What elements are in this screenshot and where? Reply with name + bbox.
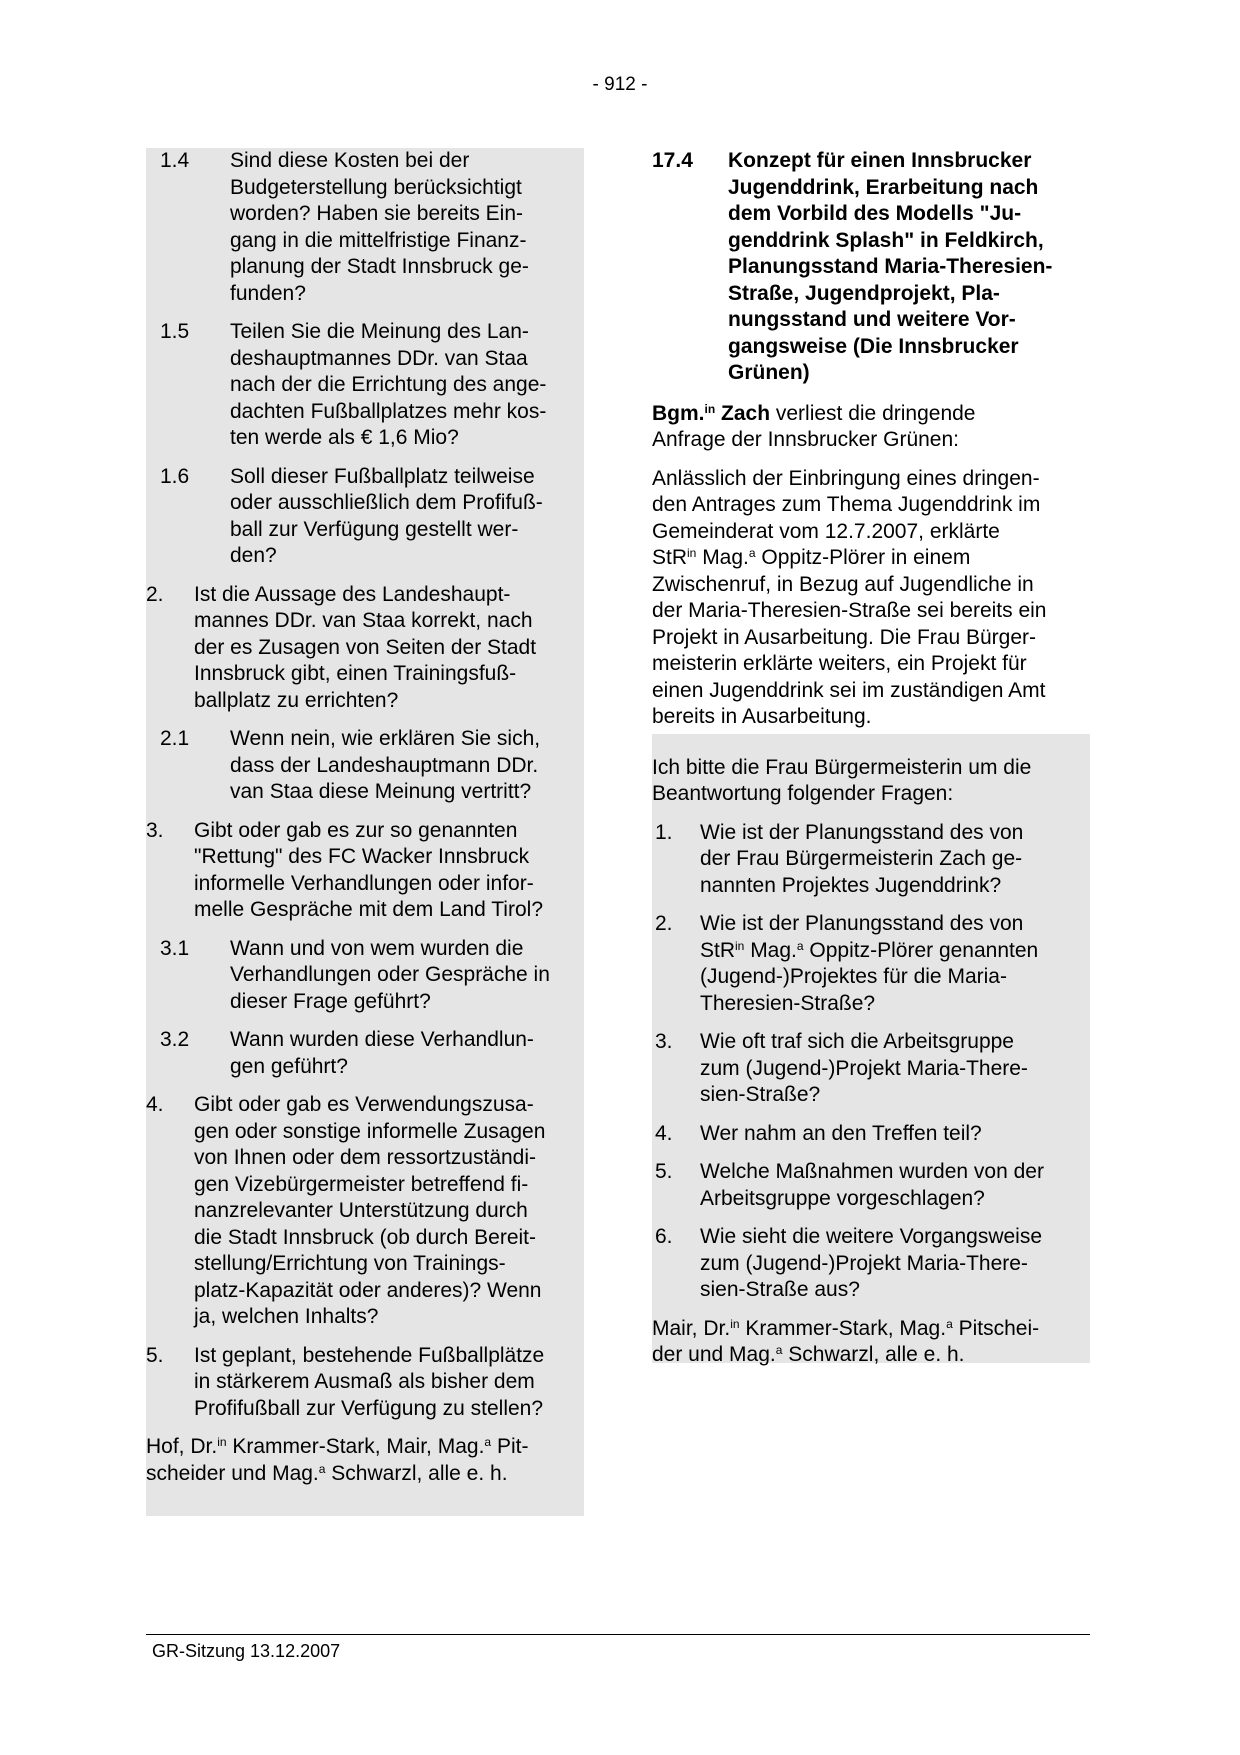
text-line: Wie ist der Planungsstand des von [700, 820, 1024, 844]
item-number: 3. [146, 818, 164, 842]
text-line: genddrink Splash" in Feldkirch, [728, 228, 1044, 252]
item-text [700, 1224, 1090, 1304]
text-line: Konzept für einen Innsbrucker [728, 149, 1032, 172]
text-line: Wer nahm an den Treffen teil? [700, 1121, 982, 1145]
item-text [194, 582, 584, 715]
item-text [194, 1092, 584, 1331]
text-line: Wann wurden diese Verhandlun- [230, 1028, 534, 1051]
question-3 [146, 818, 584, 924]
text-line: ball zur Verfügung gestellt wer- [230, 517, 519, 541]
item-number: 1.5 [160, 320, 190, 343]
text-line: dem Vorbild des Modells "Ju- [728, 202, 1022, 225]
body-paragraph: Anlässlich der Einbringung eines dringen- den Antrages zum Thema Jugenddrink im Gemeinderat vom 12.7.2007, erklärte StR$^{in}$ Mag.$^a$ Oppitz-Plörer in einem Zwischenruf, in Bezug auf Jugendliche in der Maria-Theresien-Straße sei bereits ein Projekt in Ausarbeitung. Die Frau Bürger- meisterin erklärte weiters, ein Projekt für einen Jugenddrink sei im zuständigen Amt bereits in Ausarbeitung. [652, 466, 1047, 728]
text-line: ja, welchen Inhalts? [194, 1305, 379, 1328]
text-line: gen geführt? [230, 1054, 348, 1078]
request-1 [652, 820, 1090, 900]
text-line: Welche Maßnahmen wurden von der [700, 1160, 1044, 1183]
question-1-5 [146, 319, 584, 452]
text-line: platz-Kapazität oder anderes)? Wenn [194, 1278, 542, 1302]
text-line: (Jugend-)Projektes für die Maria- [700, 965, 1007, 988]
text-line: "Rettung" des FC Wacker Innsbruck [194, 845, 530, 868]
item-number: 5. [146, 1343, 164, 1367]
text-line: die Stadt Innsbruck (ob durch Bereit- [194, 1225, 537, 1249]
text-line: nannten Projektes Jugenddrink? [700, 873, 1002, 897]
question-3-2 [146, 1027, 584, 1080]
text-line: melle Gespräche mit dem Land Tirol? [194, 898, 543, 921]
text-line: Profifußball zur Verfügung zu stellen? [194, 1396, 544, 1420]
text-line: ballplatz zu errichten? [194, 688, 399, 712]
text-line: Projekt in Ausarbeitung. Die Frau Bürger- [652, 625, 1037, 649]
item-number: 3.1 [160, 936, 190, 960]
footer-divider [146, 1634, 1090, 1635]
text-line: Grünen) [728, 361, 810, 384]
text-line: informelle Verhandlungen oder infor- [194, 871, 534, 895]
text-line: worden? Haben sie bereits Ein- [230, 202, 523, 225]
item-text [230, 936, 584, 1016]
text-line: der Maria-Theresien-Straße sei bereits ein [652, 599, 1047, 622]
right-column [652, 148, 1090, 1381]
text-line: der es Zusagen von Seiten der Stadt [194, 635, 537, 659]
text-line: Straße, Jugendprojekt, Pla- [728, 281, 1000, 305]
agenda-heading [652, 148, 1090, 387]
text-line: Verhandlungen oder Gespräche in [230, 963, 550, 986]
text-line: Sind diese Kosten bei der [230, 149, 470, 172]
text-line: Theresien-Straße? [700, 991, 876, 1015]
item-text [230, 464, 584, 570]
text-line: meisterin erklärte weiters, ein Projekt für [652, 652, 1027, 675]
item-text [700, 1029, 1090, 1109]
text-line: planung der Stadt Innsbruck ge- [230, 255, 529, 278]
text-line: der Frau Bürgermeisterin Zach ge- [700, 847, 1023, 870]
text-line: Wenn nein, wie erklären Sie sich, [230, 727, 541, 750]
text-line: Teilen Sie die Meinung des Lan- [230, 320, 529, 343]
question-1-4 [146, 148, 584, 307]
request-6 [652, 1224, 1090, 1304]
text-line: Budgeterstellung berücksichtigt [230, 175, 522, 199]
text-line: deshauptmannes DDr. van Staa [230, 346, 528, 370]
text-line: einen Jugenddrink sei im zuständigen Amt [652, 678, 1046, 702]
page-number: - 912 - [592, 74, 648, 95]
agenda-title [728, 148, 1090, 387]
text-line: Gibt oder gab es Verwendungszusa- [194, 1093, 534, 1116]
item-number: 1.4 [160, 149, 190, 172]
request-3 [652, 1029, 1090, 1109]
signatories: Hof, Dr.$^{in}$ Krammer-Stark, Mair, Mag.$^a$ Pit- scheider und Mag.$^a$ Schwarzl, alle e. h. [146, 1435, 529, 1485]
item-number: 2. [655, 912, 673, 935]
item-text [230, 726, 584, 806]
item-text [700, 1121, 1090, 1148]
text-line: ten werde als € 1,6 Mio? [230, 426, 459, 449]
intro-paragraph: Bgm.$^{in}$ Zach verliest die dringende Anfrage der Innsbrucker Grünen: [652, 401, 976, 451]
item-number: 3.2 [160, 1028, 190, 1051]
text-line: nach der die Errichtung des ange- [230, 373, 547, 396]
text-line: Beantwortung folgender Fragen: [652, 782, 954, 805]
agenda-number: 17.4 [652, 149, 693, 172]
question-4 [146, 1092, 584, 1331]
item-text: Wie ist der Planungsstand des von StR$^{in}$ Mag.$^a$ Oppitz-Plörer genannten (Jugend-)Projektes für die Maria- Theresien-Straße? [700, 912, 1039, 1015]
text-line: Planungsstand Maria-Theresien- [728, 255, 1053, 278]
question-1-6 [146, 464, 584, 570]
item-number: 5. [655, 1160, 673, 1183]
text-line: von Ihnen oder dem ressortzuständi- [194, 1146, 537, 1169]
text-line: Innsbruck gibt, einen Trainingsfuß- [194, 662, 517, 685]
text-line: dass der Landeshauptmann DDr. [230, 753, 539, 777]
text-line: Zwischenruf, in Bezug auf Jugendliche in [652, 572, 1034, 596]
text-line: in stärkerem Ausmaß als bisher dem [194, 1370, 535, 1393]
text-line: Soll dieser Fußballplatz teilweise [230, 464, 535, 488]
left-column [146, 148, 584, 1499]
text-line: sien-Straße aus? [700, 1278, 860, 1301]
text-line: Jugenddrink, Erarbeitung nach [728, 175, 1039, 199]
item-number: 2.1 [160, 727, 190, 750]
text-line: Ich bitte die Frau Bürgermeisterin um die [652, 755, 1032, 779]
text-line: Arbeitsgruppe vorgeschlagen? [700, 1186, 985, 1210]
text-line: gang in die mittelfristige Finanz- [230, 228, 527, 252]
request-paragraph [652, 755, 1090, 808]
item-text [230, 148, 584, 307]
text-line: oder ausschließlich dem Profifuß- [230, 491, 543, 514]
question-2 [146, 582, 584, 715]
text-line: van Staa diese Meinung vertritt? [230, 780, 532, 803]
text-line: den? [230, 544, 277, 567]
text-line: Wann und von wem wurden die [230, 936, 524, 960]
item-number: 3. [655, 1030, 673, 1053]
text-line: Ist die Aussage des Landeshaupt- [194, 582, 511, 606]
item-number: 6. [655, 1225, 673, 1248]
item-number: 1. [655, 820, 673, 844]
text-line: mannes DDr. van Staa korrekt, nach [194, 609, 533, 632]
item-number: 4. [655, 1121, 673, 1145]
question-3-1 [146, 936, 584, 1016]
text-line: Wie oft traf sich die Arbeitsgruppe [700, 1030, 1014, 1053]
question-2-1 [146, 726, 584, 806]
item-number: 2. [146, 582, 164, 606]
text-line: nungsstand und weitere Vor- [728, 308, 1016, 331]
text-line: stellung/Errichtung von Trainings- [194, 1252, 506, 1275]
footer: GR-Sitzung 13.12.2007 [152, 1641, 341, 1661]
text-line: gen Vizebürgermeister betreffend fi- [194, 1172, 529, 1196]
question-5 [146, 1343, 584, 1423]
item-text [230, 319, 584, 452]
item-text [230, 1027, 584, 1080]
item-text [194, 818, 584, 924]
request-5 [652, 1159, 1090, 1212]
item-number: 1.6 [160, 464, 190, 488]
request-4 [652, 1121, 1090, 1148]
text-line: sien-Straße? [700, 1083, 821, 1106]
item-text [700, 820, 1090, 900]
item-text [700, 1159, 1090, 1212]
text-line: bereits in Ausarbeitung. [652, 705, 872, 728]
text-line: zum (Jugend-)Projekt Maria-There- [700, 1056, 1028, 1080]
text-line: dieser Frage geführt? [230, 989, 431, 1013]
text-line: dachten Fußballplatzes mehr kos- [230, 399, 547, 423]
text-line: Wie sieht die weitere Vorgangsweise [700, 1225, 1043, 1248]
request-2 [652, 911, 1090, 1017]
item-text [194, 1343, 584, 1423]
text-line: Ist geplant, bestehende Fußballplätze [194, 1343, 545, 1367]
text-line: gen oder sonstige informelle Zusagen [194, 1119, 546, 1143]
text-line: zum (Jugend-)Projekt Maria-There- [700, 1251, 1028, 1275]
signatories: Mair, Dr.$^{in}$ Krammer-Stark, Mag.$^a$ Pitschei- der und Mag.$^a$ Schwarzl, alle e. h. [652, 1316, 1040, 1366]
item-number: 4. [146, 1093, 164, 1116]
text-line: nanzrelevanter Unterstützung durch [194, 1199, 528, 1222]
text-line: funden? [230, 281, 306, 305]
text-line: Gibt oder gab es zur so genannten [194, 818, 518, 842]
text-line: gangsweise (Die Innsbrucker [728, 334, 1019, 358]
